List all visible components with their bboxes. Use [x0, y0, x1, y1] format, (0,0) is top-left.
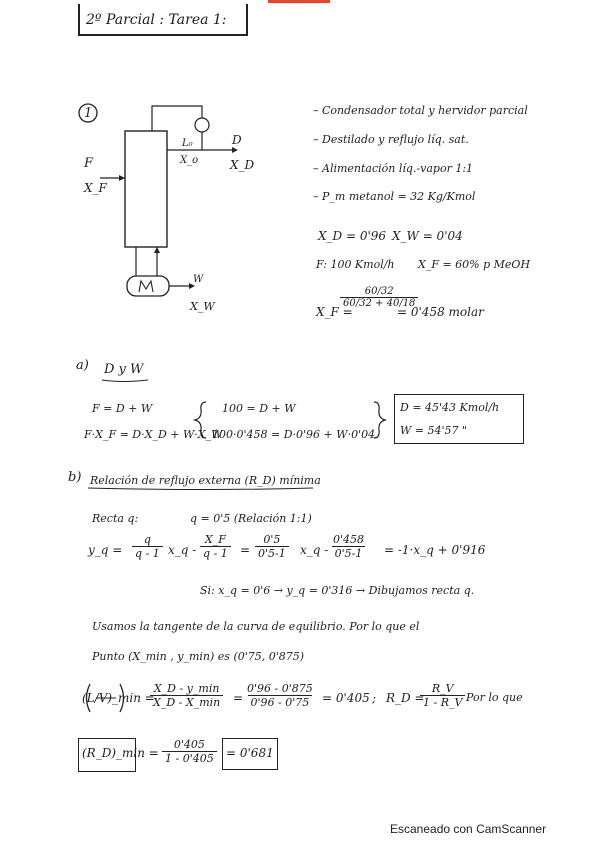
- xd-value: X_D = 0'96: [318, 229, 387, 243]
- rdmin-frac-num: 0'405: [173, 738, 205, 751]
- xf-numerator: 60/32: [364, 286, 394, 297]
- part-a-heading: D y W: [104, 362, 144, 377]
- yq-frac-3: [255, 533, 289, 560]
- heading-b-underline: [88, 488, 313, 490]
- yq-frac-4: [330, 533, 367, 560]
- column-shell: [125, 131, 167, 247]
- yq-result: = -1·x_q + 0'916: [384, 543, 486, 557]
- lv-frac-2-num: 0'96 - 0'875: [247, 682, 313, 695]
- problem-number: 1: [84, 106, 93, 121]
- lv-frac-2-den: 0'96 - 0'75: [248, 695, 313, 709]
- component-balance-eq: F·X_F = D·X_D + W·X_W: [84, 428, 223, 441]
- recta-q-note: q = 0'5 (Relación 1:1): [190, 512, 312, 525]
- mass-balance-sub: 100 = D + W: [222, 402, 296, 415]
- rdmin-frac: [162, 738, 217, 765]
- distillate-label: D: [232, 133, 242, 147]
- xf-den-plus: +: [375, 298, 384, 309]
- yq-frac-1: [132, 533, 163, 560]
- feed-comp-label: X_F: [84, 181, 107, 195]
- yq-frac-3-den: 0'5-1: [255, 546, 289, 560]
- yq-frac-2-den: q - 1: [200, 546, 231, 560]
- xo-label: X_o: [180, 155, 199, 166]
- xf-percent: X_F = 60% p MeOH: [418, 258, 531, 271]
- xw-label: X_W: [190, 300, 215, 313]
- recta-q-label: Recta q:: [92, 512, 139, 525]
- vapor-return-arrow-icon: [154, 247, 160, 253]
- xf-result: = 0'458 molar: [397, 305, 484, 319]
- rd-lhs: R_D =: [386, 691, 425, 705]
- yq-equals: =: [240, 543, 251, 557]
- lv-frac-2: [244, 682, 316, 709]
- mass-balance-eq: F = D + W: [92, 402, 153, 415]
- yq-frac-4-num: 0'458: [333, 533, 365, 546]
- yq-frac-1-den: q - 1: [132, 546, 163, 560]
- bottoms-label: W: [193, 274, 204, 285]
- yq-lhs: y_q =: [88, 543, 123, 557]
- yq-frac-1-num: q: [143, 533, 151, 546]
- feed-label: F: [84, 156, 94, 171]
- rdmin-frac-den: 1 - 0'405: [162, 751, 217, 765]
- note-distillate: – Destilado y reflujo líq. sat.: [313, 133, 469, 146]
- rd-frac: [420, 682, 465, 709]
- component-balance-sub: 100·0'458 = D·0'96 + W·0'04: [212, 428, 376, 441]
- lv-equals: =: [233, 691, 244, 705]
- lv-frac-1: [150, 682, 223, 709]
- yq-frac-2-num: X_F: [204, 533, 226, 546]
- yq-frac-4-den: 0'5-1: [332, 546, 366, 560]
- part-b-label: b): [68, 470, 82, 485]
- result-d: D = 45'43 Kmol/h: [400, 401, 500, 414]
- lv-min-lhs: (L/V)_min =: [82, 691, 155, 705]
- por-lo-que: Por lo que: [466, 691, 523, 704]
- lv-frac-1-num: X_D - y_min: [153, 682, 220, 695]
- lv-min-result: = 0'405: [322, 691, 370, 705]
- distillate-arrow-icon: [232, 147, 238, 153]
- semicolon: ;: [372, 691, 377, 705]
- xf-lhs: X_F =: [316, 305, 353, 319]
- note-condenser: – Condensador total y hervidor parcial: [313, 104, 528, 117]
- feed-value: F: 100 Kmol/h: [316, 258, 395, 271]
- reflux-label: L₀: [182, 138, 193, 149]
- xw-value: X_W = 0'04: [392, 229, 463, 243]
- feed-arrow-icon: [119, 175, 125, 181]
- xd-label: X_D: [230, 158, 255, 172]
- vapor-line: [152, 106, 202, 131]
- rdmin-lhs: (R_D)_min =: [82, 746, 159, 760]
- yq-frac-2: [200, 533, 231, 560]
- tangent-text-2: Punto (X_min , y_min) es (0'75, 0'875): [92, 650, 305, 663]
- note-molar-mass: – P_m metanol = 32 Kg/Kmol: [313, 190, 476, 203]
- lv-frac-1-den: X_D - X_min: [150, 695, 223, 709]
- yq-xq-2: x_q -: [300, 543, 329, 557]
- rd-frac-num: R_V: [431, 682, 454, 695]
- yq-xq-1: x_q -: [168, 543, 197, 557]
- tangent-text-1: Usamos la tangente de la curva de equilibrio. Por lo que el: [92, 620, 420, 633]
- result-w: W = 54'57 ": [400, 424, 468, 437]
- condenser-icon: [195, 118, 209, 132]
- si-line: Si: x_q = 0'6 → y_q = 0'316 → Dibujamos recta q.: [200, 584, 475, 597]
- scanner-watermark: Escaneado con CamScanner: [390, 822, 547, 836]
- reboiler-heating-coil-icon: [139, 281, 153, 292]
- rd-frac-den: 1 - R_V: [420, 695, 465, 709]
- part-b-heading: Relación de reflujo externa (R_D) mínima: [90, 474, 321, 487]
- rdmin-result: = 0'681: [226, 746, 274, 760]
- note-feed: – Alimentación líq.-vapor 1:1: [313, 162, 474, 175]
- xf-den-b: 40/18: [386, 298, 416, 309]
- right-brace-icon: [374, 402, 385, 438]
- page-title: 2º Parcial : Tarea 1:: [86, 12, 227, 28]
- xf-den-a: 60/32: [343, 298, 372, 309]
- heading-a-underline: [102, 380, 148, 382]
- yq-frac-3-num: 0'5: [263, 533, 281, 546]
- part-a-label: a): [76, 358, 89, 373]
